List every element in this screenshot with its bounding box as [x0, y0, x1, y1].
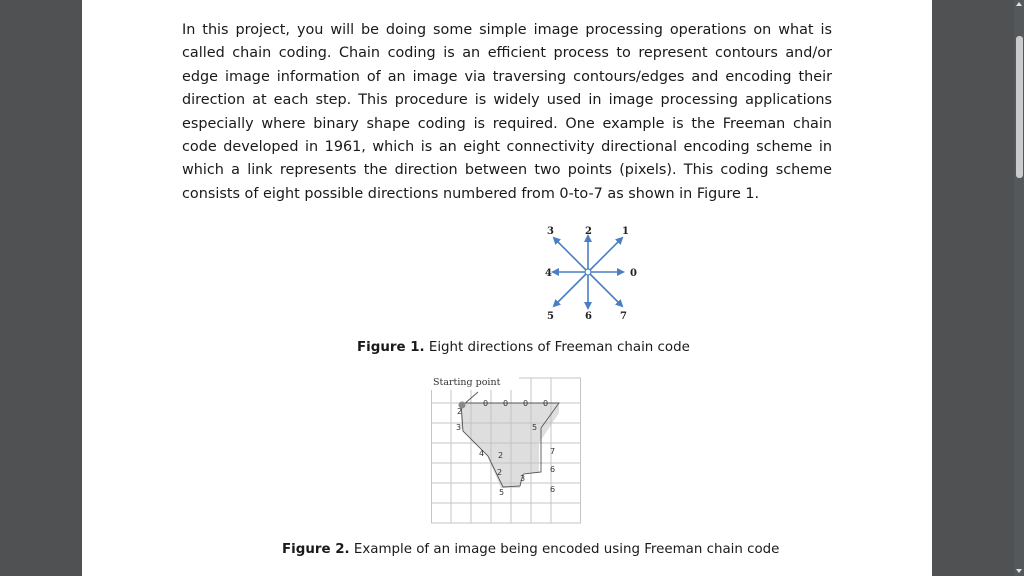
code-label-3a: 3 — [456, 423, 462, 432]
figure2-caption-text: Example of an image being encoded using Freeman chain code — [349, 542, 780, 557]
document-page — [82, 0, 932, 576]
direction-label-5: 5 — [547, 311, 554, 322]
figure1-caption-label: Figure 1. — [357, 340, 425, 355]
center-point — [585, 269, 591, 275]
intro-paragraph: In this project, you will be doing some simple image processing operations on what is called chain coding. Chain coding is an efficient process to represent contours and/or edge image information of an image via traversing contours/edges and encoding their direction at each step. This procedure is widely used in image processing applications especially where binary shape coding is required. One example is the Freeman chain code developed in 1961, which is an eight connectivity directional encoding scheme in which a link represents the direction between two points (pixels). This coding scheme consists of eight possible directions numbered from 0-to-7 as shown in Figure 1. — [182, 22, 832, 202]
scroll-up-arrow-icon[interactable] — [1014, 0, 1024, 8]
figure2-caption — [282, 542, 779, 557]
direction-arrow-3 — [554, 238, 588, 272]
code-label-0b: 0 — [503, 399, 509, 408]
code-label-4: 4 — [479, 449, 485, 458]
scrollbar-thumb[interactable] — [1016, 36, 1023, 178]
starting-point-label: Starting point — [433, 377, 501, 388]
code-label-2c: 2 — [497, 468, 503, 477]
code-label-0d: 0 — [543, 399, 549, 408]
direction-arrow-7 — [588, 272, 622, 306]
figure2-caption-label: Figure 2. — [282, 542, 350, 557]
freeman-directions-figure — [456, 222, 736, 332]
direction-label-6: 6 — [585, 311, 592, 322]
figure1-caption-text: Eight directions of Freeman chain code — [424, 340, 690, 355]
code-label-5a: 5 — [499, 488, 505, 497]
code-label-0c: 0 — [523, 399, 529, 408]
code-label-5b: 5 — [532, 423, 538, 432]
code-label-3b: 3 — [520, 474, 526, 483]
direction-label-4: 4 — [545, 268, 552, 279]
direction-arrow-1 — [588, 238, 622, 272]
scroll-down-arrow-icon[interactable] — [1014, 566, 1024, 576]
direction-label-7: 7 — [620, 311, 627, 322]
direction-label-2: 2 — [585, 226, 592, 237]
direction-label-1: 1 — [622, 226, 629, 237]
direction-label-0: 0 — [630, 268, 637, 279]
code-label-6b: 6 — [550, 485, 556, 494]
direction-arrow-5 — [554, 272, 588, 306]
code-label-2b: 2 — [498, 451, 504, 460]
code-label-7: 7 — [550, 447, 556, 456]
code-label-0a: 0 — [483, 399, 489, 408]
code-label-6a: 6 — [550, 465, 556, 474]
code-label-2a: 2 — [457, 407, 463, 416]
direction-label-3: 3 — [547, 226, 554, 237]
chain-code-grid-figure — [431, 372, 583, 526]
encoded-shape-region — [461, 403, 559, 488]
figure1-caption — [357, 340, 690, 355]
